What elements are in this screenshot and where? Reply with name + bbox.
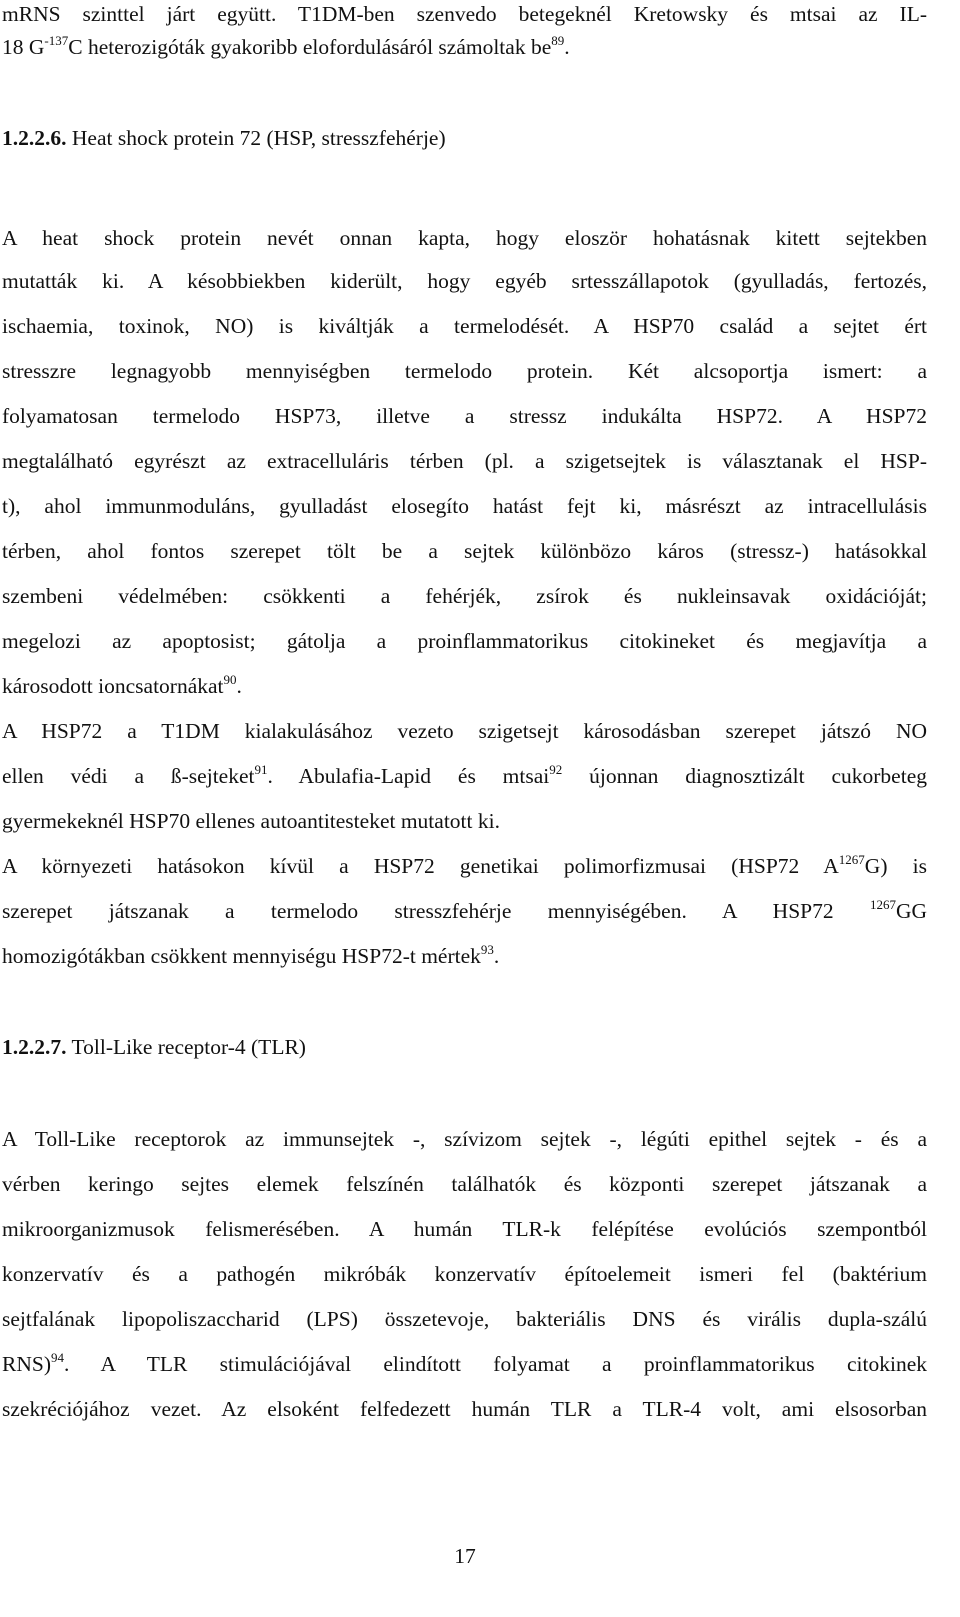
section-number: 1.2.2.7. (2, 1035, 67, 1059)
page-number: 17 (454, 1544, 476, 1568)
section-heading (2, 1033, 927, 1061)
text-line: szerepet játszanak a termelodo stresszfehérje mennyiségében. A HSP72 $^{1267}$GG (2, 897, 927, 923)
text-line: folyamatosan termelodo HSP73, illetve a stressz indukálta HSP72. A HSP72 (2, 404, 927, 428)
text-line: szekréciójához vezet. Az elsoként felfedezett humán TLR a TLR-4 volt, ami elsosorban (2, 1397, 927, 1421)
text-line: térben, ahol fontos szerepet tölt be a sejtek különbözo káros (stressz-) hatásokkal (2, 539, 927, 563)
text-line: megelozi az apoptosist; gátolja a proinflammatorikus citokineket és megjavítja a (2, 629, 927, 653)
section-title: Toll-Like receptor-4 (TLR) (66, 1035, 306, 1059)
text-line: stresszre legnagyobb mennyiségben termelodo protein. Két alcsoportja ismert: a (2, 359, 927, 383)
text-line: A heat shock protein nevét onnan kapta, hogy eloször hohatásnak kitett sejtekben (2, 226, 927, 250)
text-line: RNS)$^{94}$. A TLR stimulációjával elindított folyamat a proinflammatorikus citokinek (2, 1350, 927, 1376)
text-line: mRNS szinttel járt együtt. T1DM-ben szenvedo betegeknél Kretowsky és mtsai az IL- (2, 2, 927, 26)
text-line: károsodott ioncsatornákat$^{90}$. (2, 672, 242, 698)
text-line: sejtfalának lipopoliszaccharid (LPS) összetevoje, bakteriális DNS és virális dupla-szálú (2, 1307, 927, 1331)
text-line: megtalálható egyrészt az extracelluláris térben (pl. a szigetsejtek is választanak el HSP- (2, 449, 927, 473)
text-line: gyermekeknél HSP70 ellenes autoantitesteket mutatott ki. (2, 809, 500, 833)
text-line: mutatták ki. A késobbiekben kiderült, hogy egyéb srtesszállapotok (gyulladás, fertozés, (2, 269, 927, 293)
section-title: Heat shock protein 72 (HSP, stresszfehérje) (66, 126, 446, 150)
text-line: t), ahol immunmoduláns, gyulladást elosegíto hatást fejt ki, másrészt az intracellulásis (2, 494, 927, 518)
text-line: 18 $G^{-137}C$ heterozigóták gyakoribb elofordulásáról számoltak $be^{89}$. (2, 33, 570, 59)
text-line: ellen védi a ß-sejteket$^{91}$. Abulafia-Lapid és mtsai$^{92}$ újonnan diagnosztizált cukorbeteg (2, 762, 927, 788)
text-line: ischaemia, toxinok, NO) is kiváltják a termelodését. A HSP70 család a sejtet ért (2, 314, 927, 338)
text-line: A HSP72 a T1DM kialakulásához vezeto szigetsejt károsodásban szerepet játszó NO (2, 719, 927, 743)
text-line: A Toll-Like receptorok az immunsejtek -, szívizom sejtek -, légúti epithel sejtek - és a (2, 1127, 927, 1151)
text-line: A környezeti hatásokon kívül a HSP72 genetikai polimorfizmusai (HSP72 $A^{1267}G$) is (2, 852, 927, 878)
text-line: szembeni védelmében: csökkenti a fehérjék, zsírok és nukleinsavak oxidációját; (2, 584, 927, 608)
text-line: homozigótákban csökkent mennyiségu HSP72-t mértek$^{93}$. (2, 942, 500, 968)
text-line: konzervatív és a pathogén mikróbák konzervatív építoelemeit ismeri fel (baktérium (2, 1262, 927, 1286)
text-line: vérben keringo sejtes elemek felszínén találhatók és központi szerepet játszanak a (2, 1172, 927, 1196)
text-line: mikroorganizmusok felismerésében. A humán TLR-k felépítése evolúciós szempontból (2, 1217, 927, 1241)
section-number: 1.2.2.6. (2, 126, 67, 150)
section-heading (2, 124, 927, 152)
